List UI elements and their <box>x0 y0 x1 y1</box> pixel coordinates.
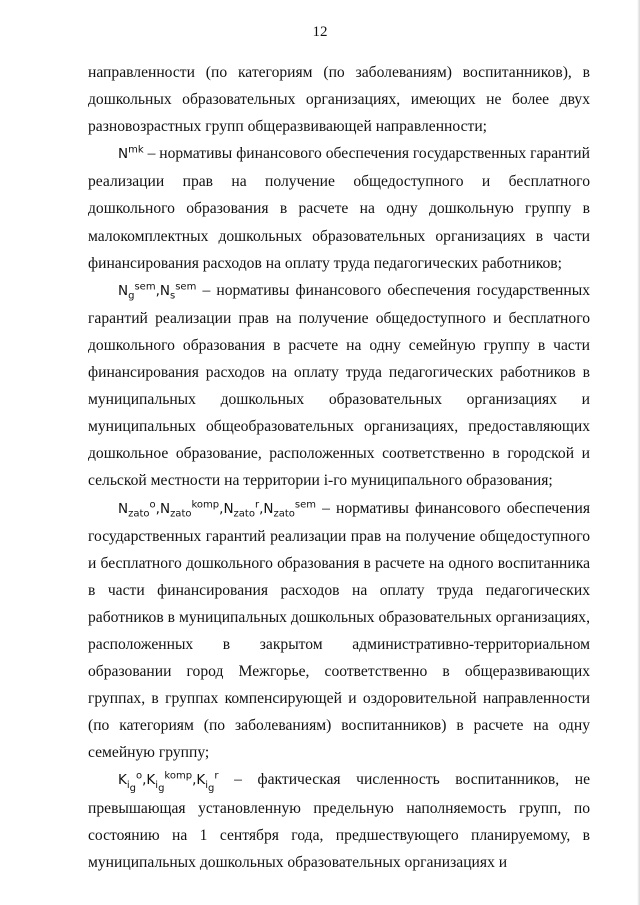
paragraph-continuation <box>88 59 590 140</box>
formula-symbol: $N^{mk}$ <box>118 144 144 163</box>
paragraph-text: – фактическая численность воспитанников, не превышающая установленную предельную наполняемость групп, по состоянию на 1 сентября года, предшествующего планируемому, в муниципальных дошкольных образовательных организациях и <box>88 771 590 871</box>
paragraph-nmk <box>88 140 590 276</box>
body-text <box>88 59 590 876</box>
paragraph-text: – нормативы финансового обеспечения государственных гарантий реализации прав на получение общедоступного и бесплатного дошкольного образования в расчете на одну семейную группу в части финансирования расходов на оплату труда педагогических работников в муниципальных дошкольных образовательных организациях и муниципальных общеобразовательных организациях, предоставляющих дошкольное образование, расположенных соответственно в городской и сельской местности на территории i-го муниципального образования; <box>88 281 590 490</box>
paragraph-kig <box>88 766 590 875</box>
paragraph-nzato <box>88 495 590 767</box>
paragraph-text: направленности (по категориям (по заболеваниям) воспитанников), в дошкольных образовательных организациях, имеющих не более двух разновозрастных групп общеразвивающей направленности; <box>88 64 590 136</box>
paragraph-text: – нормативы финансового обеспечения государственных гарантий реализации прав на получение общедоступного и бесплатного дошкольного образования в расчете на одного воспитанника в части финансирования расходов на оплату труда педагогических работников в муниципальных дошкольных образовательных организациях, расположенных в закрытом административно-территориальном образовании город Межгорье, соответственно в общеразвивающих группах, в группах компенсирующей и оздоровительной направленности (по категориям (по заболеваниям) воспитанников) в расчете на одну семейную группу; <box>88 499 590 762</box>
formula-symbols: $N_{zato}^o,N_{zato}^{komp},N_{zato}^r,N_{zato}^{sem}$ <box>118 499 317 520</box>
formula-symbols: $K_{i_g}^o,K_{i_g}^{komp},K_{i_g}^r$ <box>118 770 219 795</box>
formula-symbols: $N_g^{sem},N_s^{sem}$ <box>118 281 197 302</box>
paragraph-nsem <box>88 277 590 495</box>
paragraph-text: – нормативы финансового обеспечения государственных гарантий реализации прав на получение общедоступного и бесплатного дошкольного образования в расчете на одну дошкольную группу в малокомплектных дошкольных образовательных организациях в части финансирования расходов на оплату труда педагогических работников; <box>88 145 590 272</box>
page-number: 12 <box>312 24 328 40</box>
